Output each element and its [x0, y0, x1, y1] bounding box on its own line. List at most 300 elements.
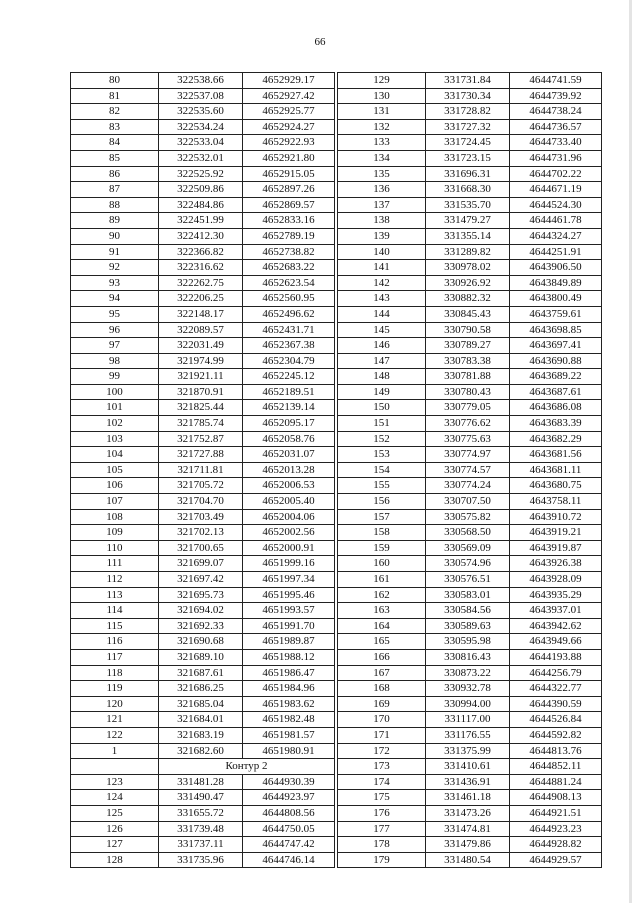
y-coordinate-cell: 4651993.57 — [243, 603, 335, 619]
x-coordinate-cell: 330775.63 — [426, 431, 510, 447]
point-number-cell: 174 — [338, 774, 426, 790]
y-coordinate-cell: 4644923.23 — [510, 821, 602, 837]
table-row — [71, 135, 335, 151]
table-row — [71, 150, 335, 166]
point-number-cell: 168 — [338, 681, 426, 697]
y-coordinate-cell: 4644881.24 — [510, 774, 602, 790]
point-number-cell: 141 — [338, 260, 426, 276]
y-coordinate-cell: 4644750.05 — [243, 821, 335, 837]
point-number-cell: 145 — [338, 322, 426, 338]
y-coordinate-cell: 4651984.96 — [243, 681, 335, 697]
x-coordinate-cell: 331696.31 — [426, 166, 510, 182]
y-coordinate-cell: 4652929.17 — [243, 73, 335, 89]
point-number-cell: 117 — [71, 649, 159, 665]
table-row — [338, 119, 602, 135]
x-coordinate-cell: 330575.82 — [426, 509, 510, 525]
point-number-cell: 160 — [338, 556, 426, 572]
x-coordinate-cell: 321870.91 — [159, 384, 243, 400]
x-coordinate-cell: 321825.44 — [159, 400, 243, 416]
x-coordinate-cell: 331479.27 — [426, 213, 510, 229]
point-number-cell: 171 — [338, 727, 426, 743]
x-coordinate-cell: 330707.50 — [426, 494, 510, 510]
x-coordinate-cell: 322148.17 — [159, 306, 243, 322]
y-coordinate-cell: 4652833.16 — [243, 213, 335, 229]
y-coordinate-cell: 4644929.57 — [510, 852, 602, 868]
point-number-cell: 111 — [71, 556, 159, 572]
x-coordinate-cell: 331655.72 — [159, 805, 243, 821]
x-coordinate-cell: 322031.49 — [159, 338, 243, 354]
y-coordinate-cell: 4651989.87 — [243, 634, 335, 650]
x-coordinate-cell: 321711.81 — [159, 462, 243, 478]
y-coordinate-cell: 4643681.11 — [510, 462, 602, 478]
x-coordinate-cell: 331479.86 — [426, 837, 510, 853]
point-number-cell: 124 — [71, 790, 159, 806]
point-number-cell: 142 — [338, 275, 426, 291]
x-coordinate-cell: 321687.61 — [159, 665, 243, 681]
coordinates-table-left — [70, 72, 335, 868]
point-number-cell: 147 — [338, 353, 426, 369]
y-coordinate-cell: 4643681.56 — [510, 447, 602, 463]
point-number-cell: 140 — [338, 244, 426, 260]
point-number-cell: 109 — [71, 525, 159, 541]
y-coordinate-cell: 4652004.06 — [243, 509, 335, 525]
point-number-cell: 156 — [338, 494, 426, 510]
point-number-cell: 113 — [71, 587, 159, 603]
table-row — [71, 587, 335, 603]
y-coordinate-cell: 4651995.46 — [243, 587, 335, 603]
y-coordinate-cell: 4651980.91 — [243, 743, 335, 759]
x-coordinate-cell: 330882.32 — [426, 291, 510, 307]
table-row — [338, 182, 602, 198]
x-coordinate-cell: 330774.57 — [426, 462, 510, 478]
y-coordinate-cell: 4644808.56 — [243, 805, 335, 821]
table-row — [71, 774, 335, 790]
table-row — [338, 338, 602, 354]
point-number-cell: 128 — [71, 852, 159, 868]
x-coordinate-cell: 331735.96 — [159, 852, 243, 868]
x-coordinate-cell: 322412.30 — [159, 228, 243, 244]
table-row — [71, 572, 335, 588]
point-number-cell: 167 — [338, 665, 426, 681]
x-coordinate-cell: 321704.70 — [159, 494, 243, 510]
point-number-cell: 99 — [71, 369, 159, 385]
x-coordinate-cell: 331731.84 — [426, 73, 510, 89]
table-row — [71, 556, 335, 572]
y-coordinate-cell: 4651982.48 — [243, 712, 335, 728]
point-number-cell: 133 — [338, 135, 426, 151]
x-coordinate-cell: 322525.92 — [159, 166, 243, 182]
y-coordinate-cell: 4644813.76 — [510, 743, 602, 759]
y-coordinate-cell: 4652013.28 — [243, 462, 335, 478]
table-row — [71, 821, 335, 837]
x-coordinate-cell: 321703.49 — [159, 509, 243, 525]
table-row — [338, 681, 602, 697]
x-coordinate-cell: 331117.00 — [426, 712, 510, 728]
y-coordinate-cell: 4644923.97 — [243, 790, 335, 806]
y-coordinate-cell: 4643928.09 — [510, 572, 602, 588]
point-number-cell: 159 — [338, 540, 426, 556]
point-number-cell: 108 — [71, 509, 159, 525]
x-coordinate-cell: 321695.73 — [159, 587, 243, 603]
x-coordinate-cell: 330776.62 — [426, 416, 510, 432]
page-number: 66 — [314, 36, 326, 48]
y-coordinate-cell: 4644524.30 — [510, 197, 602, 213]
y-coordinate-cell: 4652738.82 — [243, 244, 335, 260]
y-coordinate-cell: 4643849.89 — [510, 275, 602, 291]
x-coordinate-cell: 322534.24 — [159, 119, 243, 135]
point-number-cell: 129 — [338, 73, 426, 89]
y-coordinate-cell: 4644702.22 — [510, 166, 602, 182]
y-coordinate-cell: 4652915.05 — [243, 166, 335, 182]
y-coordinate-cell: 4643759.61 — [510, 306, 602, 322]
point-number-cell: 101 — [71, 400, 159, 416]
point-number-cell: 163 — [338, 603, 426, 619]
point-number-cell: 91 — [71, 244, 159, 260]
point-number-cell: 154 — [338, 462, 426, 478]
table-row — [71, 665, 335, 681]
point-number-cell: 95 — [71, 306, 159, 322]
table-row — [71, 852, 335, 868]
table-row — [338, 478, 602, 494]
table-row — [338, 525, 602, 541]
table-row — [71, 369, 335, 385]
y-coordinate-cell: 4644930.39 — [243, 774, 335, 790]
table-row — [71, 525, 335, 541]
point-number-cell: 139 — [338, 228, 426, 244]
x-coordinate-cell: 330576.51 — [426, 572, 510, 588]
table-row — [338, 150, 602, 166]
table-row — [338, 88, 602, 104]
y-coordinate-cell: 4652922.93 — [243, 135, 335, 151]
point-number-cell: 93 — [71, 275, 159, 291]
y-coordinate-cell: 4644671.19 — [510, 182, 602, 198]
y-coordinate-cell: 4644324.27 — [510, 228, 602, 244]
point-number-cell: 103 — [71, 431, 159, 447]
y-coordinate-cell: 4643919.21 — [510, 525, 602, 541]
y-coordinate-cell: 4651997.34 — [243, 572, 335, 588]
x-coordinate-cell: 331728.82 — [426, 104, 510, 120]
table-row — [71, 104, 335, 120]
point-number-cell: 172 — [338, 743, 426, 759]
x-coordinate-cell: 322262.75 — [159, 275, 243, 291]
table-row — [338, 244, 602, 260]
x-coordinate-cell: 330789.27 — [426, 338, 510, 354]
x-coordinate-cell: 331461.18 — [426, 790, 510, 806]
x-coordinate-cell: 330779.05 — [426, 400, 510, 416]
x-coordinate-cell: 330845.43 — [426, 306, 510, 322]
y-coordinate-cell: 4644731.96 — [510, 150, 602, 166]
point-number-cell: 110 — [71, 540, 159, 556]
table-row — [338, 494, 602, 510]
table-row — [338, 322, 602, 338]
point-number-cell: 100 — [71, 384, 159, 400]
point-number-cell: 114 — [71, 603, 159, 619]
point-number-cell: 175 — [338, 790, 426, 806]
table-row — [71, 119, 335, 135]
table-row — [71, 73, 335, 89]
y-coordinate-cell: 4651986.47 — [243, 665, 335, 681]
y-coordinate-cell: 4652927.42 — [243, 88, 335, 104]
table-row — [338, 275, 602, 291]
point-number-cell: 150 — [338, 400, 426, 416]
point-number-cell: 164 — [338, 618, 426, 634]
coordinates-table-right — [337, 72, 602, 868]
point-number-cell: 125 — [71, 805, 159, 821]
x-coordinate-cell: 330595.98 — [426, 634, 510, 650]
y-coordinate-cell: 4643937.01 — [510, 603, 602, 619]
table-row — [71, 431, 335, 447]
table-row — [338, 260, 602, 276]
y-coordinate-cell: 4643686.08 — [510, 400, 602, 416]
x-coordinate-cell: 330774.24 — [426, 478, 510, 494]
table-row — [71, 478, 335, 494]
table-row — [338, 837, 602, 853]
table-row — [338, 759, 602, 775]
table-row — [71, 182, 335, 198]
y-coordinate-cell: 4643910.72 — [510, 509, 602, 525]
table-row — [71, 494, 335, 510]
table-row — [338, 634, 602, 650]
table-row — [71, 416, 335, 432]
table-row — [71, 306, 335, 322]
x-coordinate-cell: 331473.26 — [426, 805, 510, 821]
table-row — [71, 260, 335, 276]
point-number-cell: 138 — [338, 213, 426, 229]
table-row — [71, 291, 335, 307]
y-coordinate-cell: 4644921.51 — [510, 805, 602, 821]
point-number-cell: 146 — [338, 338, 426, 354]
x-coordinate-cell: 331375.99 — [426, 743, 510, 759]
point-number-cell: 130 — [338, 88, 426, 104]
x-coordinate-cell: 330932.78 — [426, 681, 510, 697]
point-number-cell: 157 — [338, 509, 426, 525]
point-number-cell: 119 — [71, 681, 159, 697]
x-coordinate-cell: 330781.88 — [426, 369, 510, 385]
y-coordinate-cell: 4652095.17 — [243, 416, 335, 432]
point-number-cell: 148 — [338, 369, 426, 385]
y-coordinate-cell: 4643919.87 — [510, 540, 602, 556]
x-coordinate-cell: 331739.48 — [159, 821, 243, 837]
point-number-cell: 107 — [71, 494, 159, 510]
table-row — [338, 369, 602, 385]
point-number-cell: 118 — [71, 665, 159, 681]
table-row — [338, 618, 602, 634]
table-row — [338, 213, 602, 229]
table-row — [338, 104, 602, 120]
y-coordinate-cell: 4644852.11 — [510, 759, 602, 775]
y-coordinate-cell: 4644251.91 — [510, 244, 602, 260]
table-row — [71, 244, 335, 260]
table-row — [338, 400, 602, 416]
x-coordinate-cell: 322316.62 — [159, 260, 243, 276]
y-coordinate-cell: 4651999.16 — [243, 556, 335, 572]
x-coordinate-cell: 331668.30 — [426, 182, 510, 198]
point-number-cell: 115 — [71, 618, 159, 634]
x-coordinate-cell: 331724.45 — [426, 135, 510, 151]
table-row — [71, 696, 335, 712]
y-coordinate-cell: 4652924.27 — [243, 119, 335, 135]
table-row — [338, 431, 602, 447]
table-row — [338, 166, 602, 182]
x-coordinate-cell: 330583.01 — [426, 587, 510, 603]
table-row — [338, 805, 602, 821]
point-number-cell: 80 — [71, 73, 159, 89]
table-row — [71, 322, 335, 338]
x-coordinate-cell: 330783.38 — [426, 353, 510, 369]
table-row — [71, 197, 335, 213]
point-number-cell: 84 — [71, 135, 159, 151]
x-coordinate-cell: 331480.54 — [426, 852, 510, 868]
table-row — [71, 228, 335, 244]
x-coordinate-cell: 322533.04 — [159, 135, 243, 151]
table-row — [71, 618, 335, 634]
table-row — [71, 447, 335, 463]
table-row — [338, 353, 602, 369]
x-coordinate-cell: 322535.60 — [159, 104, 243, 120]
table-row — [338, 587, 602, 603]
x-coordinate-cell: 330584.56 — [426, 603, 510, 619]
y-coordinate-cell: 4652789.19 — [243, 228, 335, 244]
y-coordinate-cell: 4643935.29 — [510, 587, 602, 603]
table-row — [338, 462, 602, 478]
x-coordinate-cell: 321727.88 — [159, 447, 243, 463]
point-number-cell: 88 — [71, 197, 159, 213]
x-coordinate-cell: 331723.15 — [426, 150, 510, 166]
point-number-cell: 116 — [71, 634, 159, 650]
point-number-cell: 155 — [338, 478, 426, 494]
point-number-cell: 166 — [338, 649, 426, 665]
table-row — [338, 696, 602, 712]
x-coordinate-cell: 331289.82 — [426, 244, 510, 260]
x-coordinate-cell: 321684.01 — [159, 712, 243, 728]
y-coordinate-cell: 4644747.42 — [243, 837, 335, 853]
table-row — [71, 462, 335, 478]
x-coordinate-cell: 322532.01 — [159, 150, 243, 166]
point-number-cell: 81 — [71, 88, 159, 104]
table-row — [338, 228, 602, 244]
point-number-cell: 178 — [338, 837, 426, 853]
table-row — [71, 634, 335, 650]
x-coordinate-cell: 321689.10 — [159, 649, 243, 665]
point-number-cell: 151 — [338, 416, 426, 432]
point-number-cell: 179 — [338, 852, 426, 868]
point-number-cell: 149 — [338, 384, 426, 400]
x-coordinate-cell: 331481.28 — [159, 774, 243, 790]
y-coordinate-cell: 4652897.26 — [243, 182, 335, 198]
y-coordinate-cell: 4652304.79 — [243, 353, 335, 369]
point-number-cell: 1 — [71, 743, 159, 759]
x-coordinate-cell: 322538.66 — [159, 73, 243, 89]
table-row — [71, 540, 335, 556]
y-coordinate-cell: 4652245.12 — [243, 369, 335, 385]
table-row — [338, 852, 602, 868]
y-coordinate-cell: 4652925.77 — [243, 104, 335, 120]
x-coordinate-cell: 321690.68 — [159, 634, 243, 650]
y-coordinate-cell: 4644256.79 — [510, 665, 602, 681]
y-coordinate-cell: 4643758.11 — [510, 494, 602, 510]
table-row — [71, 790, 335, 806]
table-row — [338, 73, 602, 89]
contour-label: Контур 2 — [159, 759, 335, 775]
x-coordinate-cell: 321683.19 — [159, 727, 243, 743]
table-row — [338, 384, 602, 400]
table-row — [338, 509, 602, 525]
y-coordinate-cell: 4643698.85 — [510, 322, 602, 338]
point-number-cell: 87 — [71, 182, 159, 198]
y-coordinate-cell: 4644908.13 — [510, 790, 602, 806]
table-row — [338, 712, 602, 728]
point-number-cell: 89 — [71, 213, 159, 229]
y-coordinate-cell: 4643690.88 — [510, 353, 602, 369]
y-coordinate-cell: 4652031.07 — [243, 447, 335, 463]
x-coordinate-cell: 331474.81 — [426, 821, 510, 837]
point-number-cell: 86 — [71, 166, 159, 182]
y-coordinate-cell: 4643949.66 — [510, 634, 602, 650]
x-coordinate-cell: 322451.99 — [159, 213, 243, 229]
point-number-cell: 96 — [71, 322, 159, 338]
point-number-cell: 132 — [338, 119, 426, 135]
y-coordinate-cell: 4643942.62 — [510, 618, 602, 634]
y-coordinate-cell: 4643682.29 — [510, 431, 602, 447]
y-coordinate-cell: 4643906.50 — [510, 260, 602, 276]
x-coordinate-cell: 330790.58 — [426, 322, 510, 338]
table-row — [71, 353, 335, 369]
x-coordinate-cell: 322206.25 — [159, 291, 243, 307]
y-coordinate-cell: 4643680.75 — [510, 478, 602, 494]
y-coordinate-cell: 4651991.70 — [243, 618, 335, 634]
x-coordinate-cell: 321686.25 — [159, 681, 243, 697]
point-number-cell: 120 — [71, 696, 159, 712]
table-row — [71, 338, 335, 354]
x-coordinate-cell: 322509.86 — [159, 182, 243, 198]
y-coordinate-cell: 4652002.56 — [243, 525, 335, 541]
table-row — [71, 275, 335, 291]
point-number-cell: 177 — [338, 821, 426, 837]
scan-edge-shadow — [629, 0, 632, 903]
table-row — [338, 540, 602, 556]
x-coordinate-cell: 321921.11 — [159, 369, 243, 385]
point-number-cell: 173 — [338, 759, 426, 775]
x-coordinate-cell: 331535.70 — [426, 197, 510, 213]
y-coordinate-cell: 4644733.40 — [510, 135, 602, 151]
point-number-cell: 85 — [71, 150, 159, 166]
point-number-cell: 134 — [338, 150, 426, 166]
x-coordinate-cell: 330589.63 — [426, 618, 510, 634]
x-coordinate-cell: 331176.55 — [426, 727, 510, 743]
table-row — [338, 821, 602, 837]
point-number-cell: 97 — [71, 338, 159, 354]
point-number-cell: 136 — [338, 182, 426, 198]
y-coordinate-cell: 4652869.57 — [243, 197, 335, 213]
y-coordinate-cell: 4652683.22 — [243, 260, 335, 276]
y-coordinate-cell: 4644928.82 — [510, 837, 602, 853]
point-number-cell: 152 — [338, 431, 426, 447]
x-coordinate-cell: 330994.00 — [426, 696, 510, 712]
table-row — [71, 384, 335, 400]
y-coordinate-cell: 4644746.14 — [243, 852, 335, 868]
point-number-cell: 121 — [71, 712, 159, 728]
y-coordinate-cell: 4643697.41 — [510, 338, 602, 354]
y-coordinate-cell: 4643689.22 — [510, 369, 602, 385]
table-row — [338, 727, 602, 743]
table-row — [338, 743, 602, 759]
y-coordinate-cell: 4651988.12 — [243, 649, 335, 665]
x-coordinate-cell: 330568.50 — [426, 525, 510, 541]
table-row — [71, 727, 335, 743]
x-coordinate-cell: 322366.82 — [159, 244, 243, 260]
y-coordinate-cell: 4644736.57 — [510, 119, 602, 135]
y-coordinate-cell: 4652006.53 — [243, 478, 335, 494]
